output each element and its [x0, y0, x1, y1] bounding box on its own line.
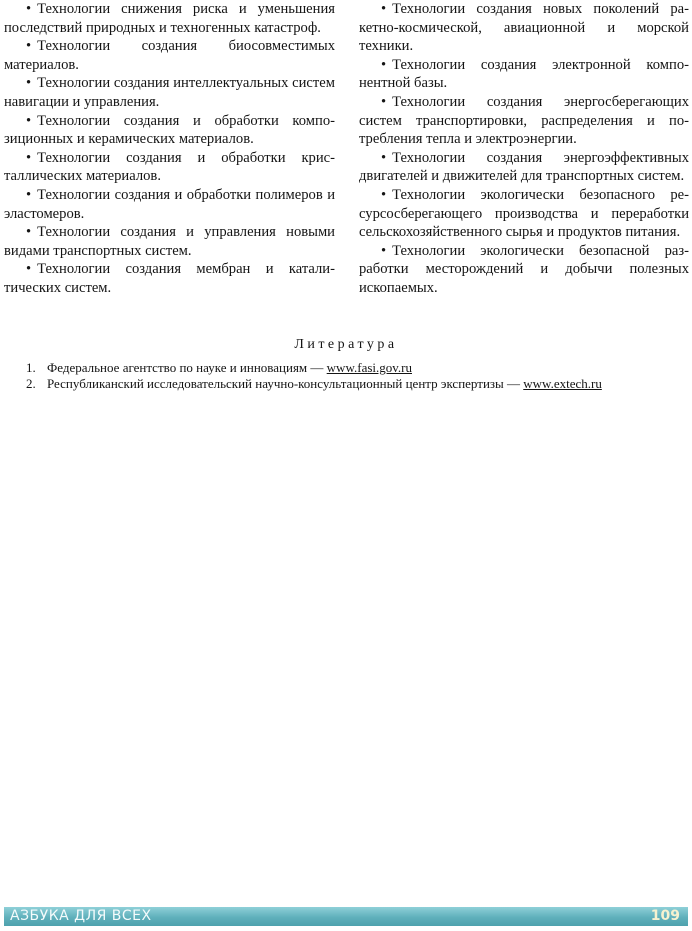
list-item	[359, 149, 689, 186]
list-item	[359, 242, 689, 298]
bullet-icon: •	[26, 186, 32, 203]
bullet-icon: •	[381, 186, 387, 203]
list-item-text: Технологии создания энергоэффективных двигателей и движителей для транспортных систем.	[359, 149, 689, 185]
list-item	[359, 0, 689, 56]
list-item-text: Технологии экологически безопасного ресурсосберегающего производства и переработки сельскохозяйственного сырья и продуктов питания.	[359, 186, 689, 241]
list-item	[4, 112, 335, 149]
right-column	[359, 0, 689, 298]
bullet-icon: •	[381, 56, 387, 73]
list-item-text: Технологии создания электронной компонентной базы.	[359, 56, 689, 92]
list-item-text: Технологии создания мембран и каталитических систем.	[4, 261, 335, 296]
list-item-text: Технологии снижения риска и уменьшения последствий природных и техногенных катастроф.	[4, 1, 335, 36]
list-item	[359, 186, 689, 242]
list-item	[359, 56, 689, 93]
reference-item	[26, 376, 692, 392]
literature-heading: Литература	[294, 337, 398, 352]
reference-text: Федеральное агентство по науке и инновациям —	[47, 360, 327, 375]
footer-series-title: АЗБУКА ДЛЯ ВСЕХ	[10, 908, 152, 924]
bullet-icon: •	[26, 75, 32, 92]
list-item	[4, 149, 335, 186]
bullet-icon: •	[381, 1, 387, 17]
list-item-text: Технологии создания и обработки кристаллических материалов.	[4, 149, 335, 185]
list-item	[4, 260, 335, 297]
bullet-icon: •	[26, 38, 32, 55]
reference-number: 2.	[26, 376, 36, 391]
bullet-icon: •	[381, 93, 387, 110]
bullet-icon: •	[26, 1, 32, 17]
bullet-icon: •	[26, 224, 32, 241]
bullet-icon: •	[26, 149, 32, 166]
list-item-text: Технологии создания интеллектуальных систем навигации и управления.	[4, 75, 335, 110]
bullet-icon: •	[26, 112, 32, 129]
list-item	[4, 0, 335, 37]
list-item-text: Технологии создания биосовместимых материалов.	[4, 38, 335, 73]
left-column	[4, 0, 335, 298]
reference-number: 1.	[26, 360, 36, 375]
list-item-text: Технологии экологически безопасной разработки месторождений и добычи полезных ископаемых.	[359, 242, 689, 296]
list-item-text: Технологии создания и обработки полимеров и эластомеров.	[4, 186, 335, 222]
reference-link[interactable]: www.extech.ru	[523, 376, 602, 391]
reference-text: Республиканский исследовательский научно-консультационный центр экспертизы —	[47, 376, 524, 391]
reference-list	[26, 360, 692, 392]
list-item-text: Технологии создания новых поколений ракетно-космической, авиационной и морской техники.	[359, 1, 689, 55]
footer-bar	[4, 907, 688, 926]
list-item-text: Технологии создания и управления новыми видами транспортных систем.	[4, 224, 335, 259]
list-item	[4, 186, 335, 223]
list-item-text: Технологии создания энергосберегающих систем транспортировки, распределения и потребления тепла и электроэнергии.	[359, 93, 689, 148]
list-item	[4, 37, 335, 74]
list-item-text: Технологии создания и обработки композиционных и керамических материалов.	[4, 112, 335, 148]
bullet-icon: •	[381, 242, 387, 259]
list-item	[4, 74, 335, 111]
bullet-icon: •	[26, 261, 32, 278]
page-number: 109	[650, 908, 680, 924]
reference-link[interactable]: www.fasi.gov.ru	[326, 360, 412, 375]
list-item	[4, 223, 335, 260]
bullet-icon: •	[381, 149, 387, 166]
list-item	[359, 93, 689, 149]
reference-item	[26, 360, 692, 376]
